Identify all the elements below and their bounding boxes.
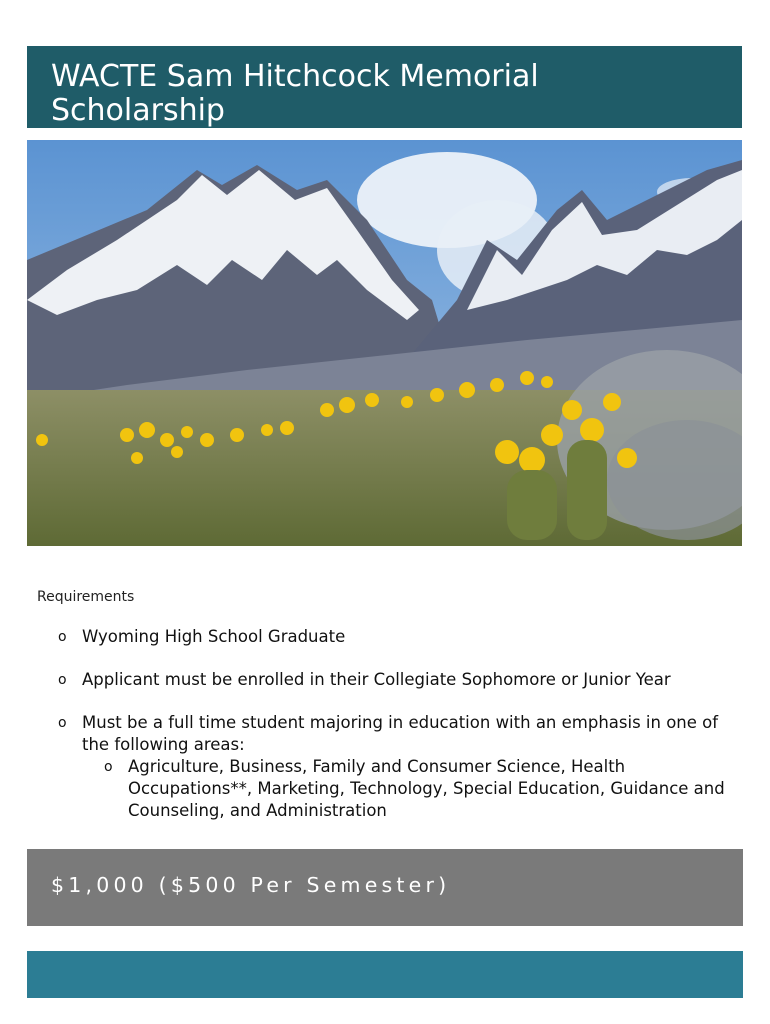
title-banner <box>27 46 742 128</box>
bullet-icon: o <box>104 759 113 775</box>
list-item <box>104 756 738 822</box>
award-amount: $1,000 ($500 Per Semester) <box>51 873 451 897</box>
requirement-text: Wyoming High School Graduate <box>82 627 346 646</box>
bullet-icon: o <box>58 672 67 688</box>
hero-photo <box>27 140 742 546</box>
page-title: WACTE Sam Hitchcock Memorial Scholarship <box>51 59 539 128</box>
list-item <box>58 626 738 648</box>
requirement-text: Applicant must be enrolled in their Collegiate Sophomore or Junior Year <box>82 670 671 689</box>
requirements-heading: Requirements <box>37 589 135 605</box>
bullet-icon: o <box>58 715 67 731</box>
footer-bar <box>27 951 743 998</box>
list-item <box>58 669 738 691</box>
award-amount-bar <box>27 849 743 926</box>
emphasis-areas-list <box>82 756 738 822</box>
emphasis-areas-text: Agriculture, Business, Family and Consumer Science, Health Occupations**, Marketing, Technology, Special Education, Guidance and Counseling, and Administration <box>128 757 725 820</box>
bullet-icon: o <box>58 629 67 645</box>
requirements-list <box>58 626 738 822</box>
list-item <box>58 712 738 822</box>
requirement-text: Must be a full time student majoring in education with an emphasis in one of the following areas: <box>82 713 719 754</box>
